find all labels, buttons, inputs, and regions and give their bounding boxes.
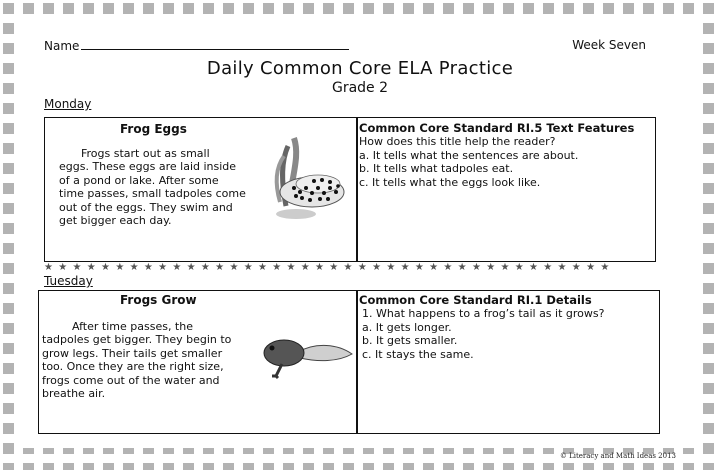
tuesday-passage <box>42 320 268 400</box>
passage-line: breathe air. <box>42 387 106 401</box>
passage-line: tadpoles get bigger. They begin to <box>42 333 232 347</box>
answer-option-b[interactable]: b. It tells what tadpoles eat. <box>359 162 514 175</box>
answer-option-a[interactable]: a. It gets longer. <box>362 320 452 334</box>
name-label: Name <box>44 39 80 53</box>
tuesday-question <box>362 307 604 361</box>
day-label-tuesday: Tuesday <box>44 274 93 288</box>
tadpole-icon <box>260 332 354 380</box>
answer-option-a[interactable]: a. It tells what the sentences are about. <box>359 148 579 162</box>
frog-eggs-icon <box>266 136 346 224</box>
passage-line: grow legs. Their tails get smaller <box>42 346 223 360</box>
passage-line: of a pond or lake. After some <box>59 173 219 187</box>
day-label-monday: Monday <box>44 97 92 111</box>
tuesday-standard: Common Core Standard RI.1 Details <box>359 293 592 307</box>
question-text: How does this title help the reader? <box>359 135 556 148</box>
passage-line: Frogs start out as small <box>81 147 210 160</box>
grade-label: Grade 2 <box>331 80 389 96</box>
name-blank-line[interactable] <box>81 38 349 50</box>
name-field[interactable] <box>44 38 349 53</box>
monday-standard: Common Core Standard RI.5 Text Features <box>359 121 635 135</box>
passage-line: eggs. These eggs are laid inside <box>59 160 237 174</box>
page-title: Daily Common Core ELA Practice <box>206 58 514 79</box>
star-divider: ★★★★★★★★★★★★★★★★★★★★★★★★★★★★★★★★★★★★★★★★ <box>44 262 615 273</box>
answer-option-c[interactable]: c. It tells what the eggs look like. <box>359 175 541 189</box>
passage-line: After time passes, the <box>72 320 193 333</box>
monday-passage <box>59 147 273 227</box>
passage-line: too. Once they are the right size, <box>42 360 224 374</box>
monday-passage-title: Frog Eggs <box>120 122 187 136</box>
monday-question <box>359 135 578 189</box>
passage-line: time passes, small tadpoles come <box>59 187 246 201</box>
copyright-note: © Literacy and Math Ideas 2013 <box>559 452 676 460</box>
passage-line: out of the eggs. They swim and <box>59 200 233 214</box>
answer-option-c[interactable]: c. It stays the same. <box>362 347 474 361</box>
answer-option-b[interactable]: b. It gets smaller. <box>362 334 458 347</box>
week-label: Week Seven <box>572 38 646 52</box>
tuesday-passage-title: Frogs Grow <box>120 293 197 307</box>
passage-line: frogs come out of the water and <box>42 373 220 387</box>
question-text: 1. What happens to a frog’s tail as it grows? <box>362 307 605 320</box>
passage-line: get bigger each day. <box>59 214 172 228</box>
